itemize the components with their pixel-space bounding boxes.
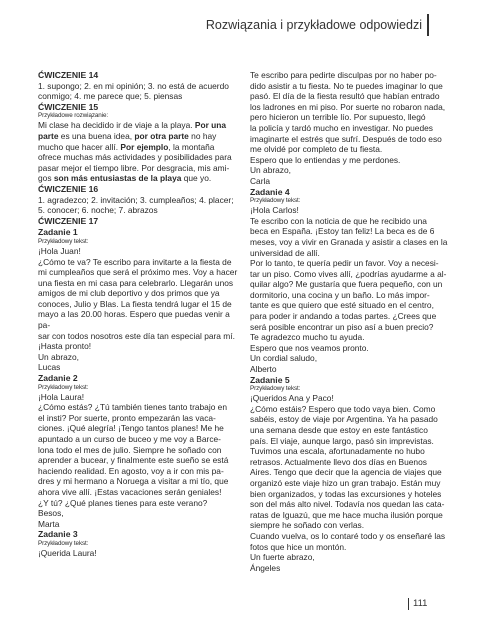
task-3-continued-line: dido asistir a tu fiesta. No te puedes imaginar lo que bbox=[250, 80, 443, 91]
task-2-line: ¿Y tú? ¿Qué planes tienes para este verano? bbox=[38, 497, 208, 508]
task-1-line: ¿Cómo te va? Te escribo para invitarte a la fiesta de bbox=[38, 256, 232, 267]
task-5-line: país. El viaje, aunque largo, pasó sin imprevistas. bbox=[250, 435, 434, 446]
task-5-line: son del más alto nivel. Todavía nos quedan las cata- bbox=[250, 499, 445, 510]
task-1-line: sar con todos nosotros este día tan especial para mí. bbox=[38, 330, 235, 341]
task-1-line: Lucas bbox=[38, 362, 61, 373]
exercise-17-heading: ĆWICZENIE 17 bbox=[38, 215, 99, 226]
task-2-line: lona todo el mes de julio. Siempre he soñado con bbox=[38, 444, 222, 455]
running-header: Rozwiązania i przykładowe odpowiedzi bbox=[205, 18, 422, 32]
task-5-line: Un fuerte abrazo, bbox=[250, 552, 315, 563]
task-3-title: Zadanie 3 bbox=[38, 529, 78, 540]
exercise-15-line: pasar mejor el tiempo libre. Por desgracia, mis ami- bbox=[38, 162, 230, 173]
exercise-14-line: conmigo; 4. me parece que; 5. piensas bbox=[38, 91, 183, 102]
task-5-line: siempre he soñado con verlas. bbox=[250, 520, 365, 531]
task-1-line: una fiesta en mi casa para celebrarlo. Llegarán unos bbox=[38, 277, 234, 288]
task-5-line: Aires. Tengo que decir que la agencia de viajes que bbox=[250, 467, 442, 478]
task-4-line: tar un piso. Como vives allí, ¿podrías ayudarme a al- bbox=[250, 268, 447, 279]
task-2-title: Zadanie 2 bbox=[38, 373, 78, 384]
task-5-line: fotos que hice un montón. bbox=[250, 541, 347, 552]
task-4-title: Zadanie 4 bbox=[250, 186, 290, 197]
task-2-line: ¿Cómo estás? ¿Tú también tienes tanto trabajo en bbox=[38, 402, 228, 413]
task-3-continued-line: imaginarte el estrés que sufrí. Después de todo eso bbox=[250, 133, 442, 144]
task-2-line: haciendo realidad. En agosto, voy a ir con mis pa- bbox=[38, 465, 224, 476]
task-1-title: Zadanie 1 bbox=[38, 227, 78, 238]
sample-label: Przykładowy tekst: bbox=[38, 539, 89, 547]
task-5-line: sabéis, estoy de viaje por Argentina. Ya ha pasado bbox=[250, 414, 438, 425]
exercise-16-line: 5. conocer; 6. noche; 7. abrazos bbox=[38, 205, 158, 216]
task-5-line: bien organizados, y todas las excursiones y hoteles bbox=[250, 488, 442, 499]
task-3-continued-line: los ladrones en mi piso. Por suerte no robaron nada, bbox=[250, 101, 446, 112]
sample-label: Przykładowy tekst: bbox=[38, 237, 89, 245]
task-3-continued-line: Carla bbox=[250, 175, 271, 186]
sample-label: Przykładowy tekst: bbox=[250, 197, 301, 205]
task-2-line: Marta bbox=[38, 518, 60, 529]
task-4-line: para poder ir andando a todas partes. ¿Crees que bbox=[250, 311, 437, 322]
task-1-line: mayo a las 20.00 horas. Espero que puedas venir a pa- bbox=[38, 309, 230, 331]
header-divider bbox=[427, 14, 429, 36]
task-1-line: mi cumpleaños que será el próximo mes. Voy a hacer bbox=[38, 267, 238, 278]
exercise-16-line: 1. agradezco; 2. invitación; 3. cumpleaños; 4. placer; bbox=[38, 194, 234, 205]
task-5-line: Cuando vuelva, os lo contaré todo y os enseñaré las bbox=[250, 530, 446, 541]
exercise-16-heading: ĆWICZENIE 16 bbox=[38, 183, 99, 194]
task-1-line: conoces, Julio y Blas. La fiesta tendrá lugar el 15 de bbox=[38, 298, 232, 309]
task-4-line: Espero que nos veamos pronto. bbox=[250, 342, 369, 353]
exercise-15-line: gos son más entusiastas de la playa que yo. bbox=[38, 173, 212, 184]
left-column bbox=[38, 70, 244, 559]
task-3-continued-line: pasó. El día de la fiesta resultó que habían entrado bbox=[250, 91, 440, 102]
task-4-line: dormitorio, una cocina y un baño. Lo más impor- bbox=[250, 289, 430, 300]
task-5-line: ratas de Iguazú, que me hace mucha ilusión porque bbox=[250, 509, 443, 520]
exercise-14-heading: ĆWICZENIE 14 bbox=[38, 70, 99, 80]
task-4-line: Por lo tanto, te quería pedir un favor. Voy a necesi- bbox=[250, 258, 439, 269]
task-3-continued-line: Te escribo para pedirte disculpas por no haber po- bbox=[250, 70, 437, 80]
task-5-line: retrasos. Actualmente llevo dos días en Buenos bbox=[250, 456, 427, 467]
task-1-line: amigos de mi club deportivo y dos primos que ya bbox=[38, 288, 220, 299]
task-4-line: meses, voy a vivir en Granada y asistir a clases en la bbox=[250, 236, 448, 247]
task-2-line: ciones. ¡Qué alegría! ¡Tengo tantos planes! Me he bbox=[38, 423, 224, 434]
task-3-continued-line: Un abrazo, bbox=[250, 165, 291, 176]
task-4-line: beca en España. ¡Estoy tan feliz! La beca es de 6 bbox=[250, 226, 435, 237]
exercise-14-line: 1. supongo; 2. en mi opinión; 3. no está de acuerdo bbox=[38, 80, 229, 91]
task-4-line: Te escribo con la noticia de que he recibido una bbox=[250, 215, 427, 226]
exercise-15-line: Mi clase ha decidido ir de viaje a la playa. Por una bbox=[38, 120, 227, 131]
task-1-line: ¡Hasta pronto! bbox=[38, 341, 92, 352]
task-4-line: quilar algo? Me gustaría que fuera pequeño, con un bbox=[250, 279, 443, 290]
task-5-line: Tuvimos una escala, afortunadamente no hubo bbox=[250, 446, 425, 457]
task-4-line: ¡Hola Carlos! bbox=[250, 205, 299, 216]
exercise-15-line: ofrece muchas más actividades y posibilidades para bbox=[38, 152, 232, 163]
sample-label: Przykładowy tekst: bbox=[38, 383, 89, 391]
sample-label: Przykładowy tekst: bbox=[250, 385, 301, 393]
task-5-line: una semana desde que estoy en este fantástico bbox=[250, 425, 428, 435]
task-2-line: ahora vive allí. ¡Estas vacaciones serán geniales! bbox=[38, 486, 222, 497]
task-4-line: será posible encontrar un piso así a buen precio? bbox=[250, 321, 434, 332]
task-3-continued-line: la policía y tardó mucho en investigar. No puedes bbox=[250, 122, 433, 133]
exercise-15-line: mucho que hacer allí. Por ejemplo, la montaña bbox=[38, 141, 215, 152]
task-3-continued-line: me olvidé por completo de tu fiesta. bbox=[250, 144, 383, 155]
task-5-line: ¿Cómo estáis? Espero que todo vaya bien. Como bbox=[250, 403, 436, 414]
task-5-line: organizó este viaje hizo un gran trabajo. Están muy bbox=[250, 477, 441, 488]
task-5-line: ¡Queridos Ana y Paco! bbox=[250, 393, 334, 404]
task-4-line: tante es que quiero que esté situado en el centro, bbox=[250, 300, 434, 311]
task-4-line: Alberto bbox=[250, 364, 277, 375]
task-4-line: universidad de allí. bbox=[250, 247, 320, 258]
task-2-line: ¡Hola Laura! bbox=[38, 391, 85, 402]
task-2-line: aprender a bucear, y finalmente este sueño se está bbox=[38, 455, 229, 466]
task-3-continued-line: pero hicieron un terrible lío. Por supuesto, llegó bbox=[250, 112, 426, 123]
task-4-line: Te agradezco mucho tu ayuda. bbox=[250, 332, 365, 343]
task-3-line: ¡Querida Laura! bbox=[38, 547, 97, 558]
sample-label: Przykładowe rozwiązanie: bbox=[38, 112, 109, 120]
task-1-line: ¡Hola Juan! bbox=[38, 245, 81, 256]
task-5-line: Ángeles bbox=[250, 562, 281, 573]
task-2-line: Besos, bbox=[38, 508, 64, 519]
task-5-title: Zadanie 5 bbox=[250, 374, 290, 385]
right-column bbox=[250, 70, 452, 573]
page-number: 111 bbox=[413, 598, 428, 609]
task-2-line: apuntado a un curso de buceo y me voy a Barce- bbox=[38, 434, 221, 444]
task-1-line: Un abrazo, bbox=[38, 351, 79, 362]
task-4-line: Un cordial saludo, bbox=[250, 353, 318, 364]
task-2-line: dres y mi hermano a Noruega a visitar a mi tío, que bbox=[38, 476, 229, 487]
task-2-line: el insti? Por suerte, pronto empezarán las vaca- bbox=[38, 412, 216, 423]
task-3-continued-line: Espero que lo entiendas y me perdones. bbox=[250, 154, 401, 165]
exercise-15-heading: ĆWICZENIE 15 bbox=[38, 101, 99, 112]
exercise-15-line: parte es una buena idea, por otra parte no hay bbox=[38, 130, 217, 141]
footer-divider bbox=[408, 598, 409, 610]
